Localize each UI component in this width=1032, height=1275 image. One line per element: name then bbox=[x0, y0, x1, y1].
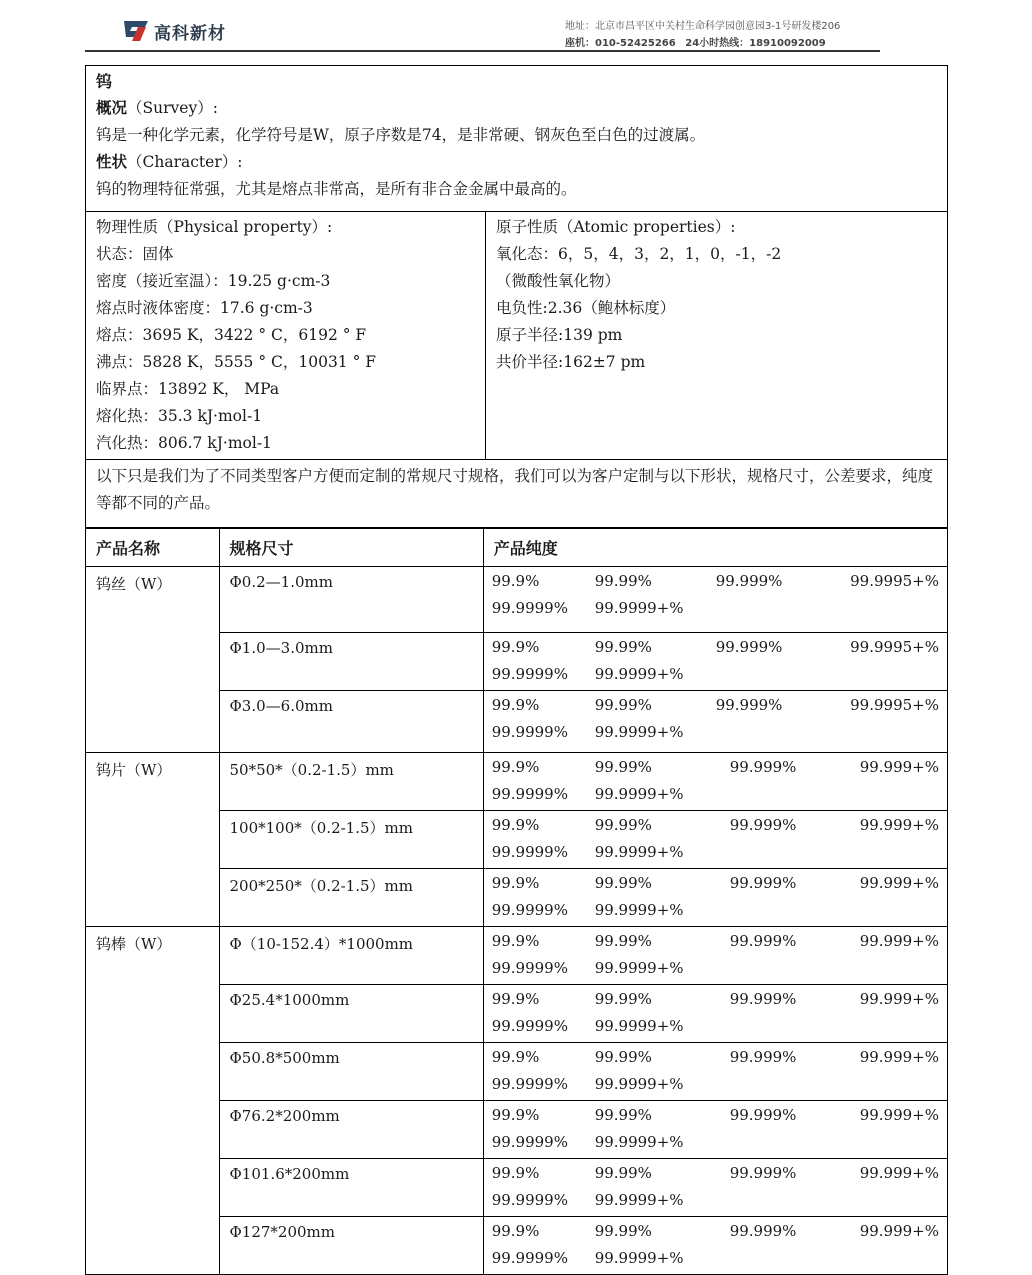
purity-grade: 99.99% bbox=[594, 696, 652, 714]
purity-grade: 99.9999+% bbox=[594, 599, 684, 617]
purity-grade: 99.9% bbox=[491, 696, 540, 714]
phone: 座机：010-52425266 bbox=[565, 38, 676, 49]
atomic-line: 原子半径:139 pm bbox=[496, 326, 623, 344]
purity-grade: 99.9999+% bbox=[594, 1075, 684, 1093]
page-header bbox=[85, 12, 880, 52]
table-row bbox=[86, 753, 947, 811]
purity-grades bbox=[492, 812, 939, 866]
physical-line: 汽化热：806.7 kJ·mol-1 bbox=[96, 434, 272, 452]
purity-grade: 99.99% bbox=[594, 816, 652, 834]
column-header-name: 产品名称 bbox=[86, 529, 219, 567]
purity-grade: 99.9999+% bbox=[594, 1017, 684, 1035]
purity-grades bbox=[492, 1160, 939, 1214]
column-header-purity: 产品纯度 bbox=[483, 529, 947, 567]
physical-line: 沸点：5828 K，5555 ° C，10031 ° F bbox=[96, 353, 377, 371]
product-spec: 100*100*（0.2-1.5）mm bbox=[219, 811, 483, 869]
purity-grade: 99.9999% bbox=[491, 901, 568, 919]
atomic-line: 氧化态：6，5，4，3，2，1，0，-1，-2 bbox=[496, 245, 782, 263]
purity-grade: 99.9% bbox=[491, 990, 540, 1008]
purity-grade: 99.999% bbox=[729, 990, 797, 1008]
physical-line: 状态：固体 bbox=[96, 245, 174, 263]
purity-grade: 99.99% bbox=[594, 758, 652, 776]
purity-grade: 99.9999% bbox=[491, 1191, 568, 1209]
purity-grade: 99.9999% bbox=[491, 599, 568, 617]
product-name: 钨棒（W） bbox=[86, 927, 219, 1275]
purity-grade: 99.999% bbox=[729, 1222, 797, 1240]
physical-properties bbox=[86, 212, 486, 459]
purity-grade: 99.9% bbox=[491, 932, 540, 950]
purity-grades bbox=[492, 692, 939, 746]
physical-heading: 物理性质（Physical property）: bbox=[96, 218, 333, 236]
table-row bbox=[86, 567, 947, 633]
product-spec: Φ1.0—3.0mm bbox=[219, 633, 483, 691]
properties-section bbox=[86, 212, 947, 460]
product-purity bbox=[483, 1217, 947, 1275]
purity-grade: 99.9% bbox=[491, 816, 540, 834]
product-purity bbox=[483, 633, 947, 691]
purity-grade: 99.99% bbox=[594, 638, 652, 656]
product-purity bbox=[483, 1043, 947, 1101]
product-purity bbox=[483, 1159, 947, 1217]
address: 地址：北京市昌平区中关村生命科学园创意园3-1号研发楼206 bbox=[565, 21, 841, 32]
purity-grade: 99.99% bbox=[594, 932, 652, 950]
purity-grade: 99.9% bbox=[491, 874, 540, 892]
purity-grade: 99.999+% bbox=[859, 816, 939, 834]
product-purity bbox=[483, 985, 947, 1043]
physical-line: 熔点：3695 K，3422 ° C，6192 ° F bbox=[96, 326, 367, 344]
purity-grade: 99.999+% bbox=[859, 1164, 939, 1182]
product-spec: Φ101.6*200mm bbox=[219, 1159, 483, 1217]
physical-line: 临界点：13892 K， MPa bbox=[96, 380, 280, 398]
purity-grade: 99.9999% bbox=[491, 959, 568, 977]
purity-grade: 99.9999% bbox=[491, 1075, 568, 1093]
purity-grade: 99.999+% bbox=[859, 1222, 939, 1240]
purity-grade: 99.9% bbox=[491, 1048, 540, 1066]
purity-grades bbox=[492, 986, 939, 1040]
purity-grade: 99.9999% bbox=[491, 1133, 568, 1151]
purity-grade: 99.999% bbox=[715, 696, 783, 714]
product-purity bbox=[483, 927, 947, 985]
purity-grade: 99.999% bbox=[729, 1048, 797, 1066]
product-name: 钨片（W） bbox=[86, 753, 219, 927]
header-divider bbox=[85, 50, 880, 52]
purity-grade: 99.9999% bbox=[491, 1249, 568, 1267]
purity-grade: 99.9995+% bbox=[850, 638, 939, 656]
purity-grade: 99.9% bbox=[491, 572, 540, 590]
purity-grade: 99.9999% bbox=[491, 1017, 568, 1035]
atomic-line: 共价半径:162±7 pm bbox=[496, 353, 646, 371]
character-heading: 性状（Character）: bbox=[96, 153, 243, 171]
purity-grade: 99.999% bbox=[715, 572, 783, 590]
purity-grades bbox=[492, 870, 939, 924]
purity-grade: 99.999+% bbox=[859, 1048, 939, 1066]
purity-grades bbox=[492, 634, 939, 688]
survey-heading: 概况（Survey）: bbox=[96, 99, 218, 117]
purity-grade: 99.99% bbox=[594, 1106, 652, 1124]
purity-grades bbox=[492, 754, 939, 808]
product-spec: Φ50.8*500mm bbox=[219, 1043, 483, 1101]
product-spec: 200*250*（0.2-1.5）mm bbox=[219, 869, 483, 927]
purity-grade: 99.9999+% bbox=[594, 785, 684, 803]
physical-line: 熔点时液体密度：17.6 g·cm-3 bbox=[96, 299, 313, 317]
purity-grade: 99.9999+% bbox=[594, 1249, 684, 1267]
purity-grade: 99.9999+% bbox=[594, 901, 684, 919]
purity-grade: 99.99% bbox=[594, 1048, 652, 1066]
product-purity bbox=[483, 691, 947, 753]
logo-text: 高科新材 bbox=[154, 23, 226, 44]
product-spec: Φ127*200mm bbox=[219, 1217, 483, 1275]
purity-grade: 99.9999% bbox=[491, 665, 568, 683]
purity-grade: 99.999+% bbox=[859, 990, 939, 1008]
product-spec: Φ3.0—6.0mm bbox=[219, 691, 483, 753]
atomic-line: （微酸性氧化物） bbox=[496, 272, 621, 290]
purity-grade: 99.9% bbox=[491, 638, 540, 656]
product-name: 钨丝（W） bbox=[86, 567, 219, 753]
purity-grade: 99.9999+% bbox=[594, 843, 684, 861]
purity-grade: 99.99% bbox=[594, 990, 652, 1008]
physical-line: 密度（接近室温）：19.25 g·cm-3 bbox=[96, 272, 331, 290]
atomic-heading: 原子性质（Atomic properties）: bbox=[496, 218, 736, 236]
purity-grade: 99.999+% bbox=[859, 758, 939, 776]
character-text: 钨的物理特征常强，尤其是熔点非常高，是所有非合金金属中最高的。 bbox=[96, 180, 577, 198]
atomic-line: 电负性:2.36（鲍林标度） bbox=[496, 299, 676, 317]
product-purity bbox=[483, 869, 947, 927]
purity-grade: 99.9999+% bbox=[594, 959, 684, 977]
purity-grade: 99.999% bbox=[729, 874, 797, 892]
atomic-properties bbox=[486, 212, 947, 459]
product-spec: Φ0.2—1.0mm bbox=[219, 567, 483, 633]
product-spec: 50*50*（0.2-1.5）mm bbox=[219, 753, 483, 811]
overview-section bbox=[86, 66, 947, 212]
product-purity bbox=[483, 811, 947, 869]
purity-grades bbox=[492, 928, 939, 982]
purity-grade: 99.9995+% bbox=[850, 696, 939, 714]
purity-grade: 99.9999+% bbox=[594, 1133, 684, 1151]
custom-note: 以下只是我们为了不同类型客户方便而定制的常规尺寸规格，我们可以为客户定制与以下形状，规格尺寸，公差要求，纯度等都不同的产品。 bbox=[86, 460, 947, 528]
company-logo bbox=[120, 18, 226, 44]
product-spec: Φ（10-152.4）*1000mm bbox=[219, 927, 483, 985]
purity-grade: 99.999% bbox=[715, 638, 783, 656]
purity-grades bbox=[492, 1044, 939, 1098]
purity-grade: 99.99% bbox=[594, 1164, 652, 1182]
purity-grade: 99.9% bbox=[491, 758, 540, 776]
product-spec: Φ76.2*200mm bbox=[219, 1101, 483, 1159]
purity-grade: 99.9999+% bbox=[594, 723, 684, 741]
purity-grade: 99.99% bbox=[594, 1222, 652, 1240]
purity-grades bbox=[492, 1102, 939, 1156]
purity-grade: 99.999% bbox=[729, 932, 797, 950]
purity-grades bbox=[492, 1218, 939, 1272]
purity-grade: 99.9% bbox=[491, 1164, 540, 1182]
purity-grade: 99.999% bbox=[729, 1164, 797, 1182]
table-header-row bbox=[86, 529, 947, 567]
element-title: 钨 bbox=[96, 72, 113, 91]
product-table bbox=[86, 528, 947, 1275]
purity-grade: 99.999+% bbox=[859, 932, 939, 950]
purity-grade: 99.999+% bbox=[859, 1106, 939, 1124]
datasheet-frame bbox=[85, 65, 948, 1275]
hotline: 24小时热线：18910092009 bbox=[685, 38, 826, 49]
purity-grade: 99.999% bbox=[729, 758, 797, 776]
logo-icon bbox=[120, 18, 150, 44]
purity-grade: 99.99% bbox=[594, 572, 652, 590]
purity-grade: 99.9999% bbox=[491, 843, 568, 861]
product-spec: Φ25.4*1000mm bbox=[219, 985, 483, 1043]
purity-grade: 99.999+% bbox=[859, 874, 939, 892]
contact-info bbox=[565, 18, 840, 52]
purity-grades bbox=[492, 568, 939, 622]
product-purity bbox=[483, 1101, 947, 1159]
purity-grade: 99.99% bbox=[594, 874, 652, 892]
column-header-spec: 规格尺寸 bbox=[219, 529, 483, 567]
table-row bbox=[86, 927, 947, 985]
purity-grade: 99.9% bbox=[491, 1222, 540, 1240]
purity-grade: 99.999% bbox=[729, 1106, 797, 1124]
purity-grade: 99.999% bbox=[729, 816, 797, 834]
purity-grade: 99.9999+% bbox=[594, 1191, 684, 1209]
product-purity bbox=[483, 567, 947, 633]
product-purity bbox=[483, 753, 947, 811]
purity-grade: 99.9995+% bbox=[850, 572, 939, 590]
purity-grade: 99.9999% bbox=[491, 785, 568, 803]
physical-line: 熔化热：35.3 kJ·mol-1 bbox=[96, 407, 263, 425]
survey-text: 钨是一种化学元素，化学符号是W，原子序数是74，是非常硬、钢灰色至白色的过渡属。 bbox=[96, 126, 706, 144]
purity-grade: 99.9999+% bbox=[594, 665, 684, 683]
purity-grade: 99.9% bbox=[491, 1106, 540, 1124]
purity-grade: 99.9999% bbox=[491, 723, 568, 741]
